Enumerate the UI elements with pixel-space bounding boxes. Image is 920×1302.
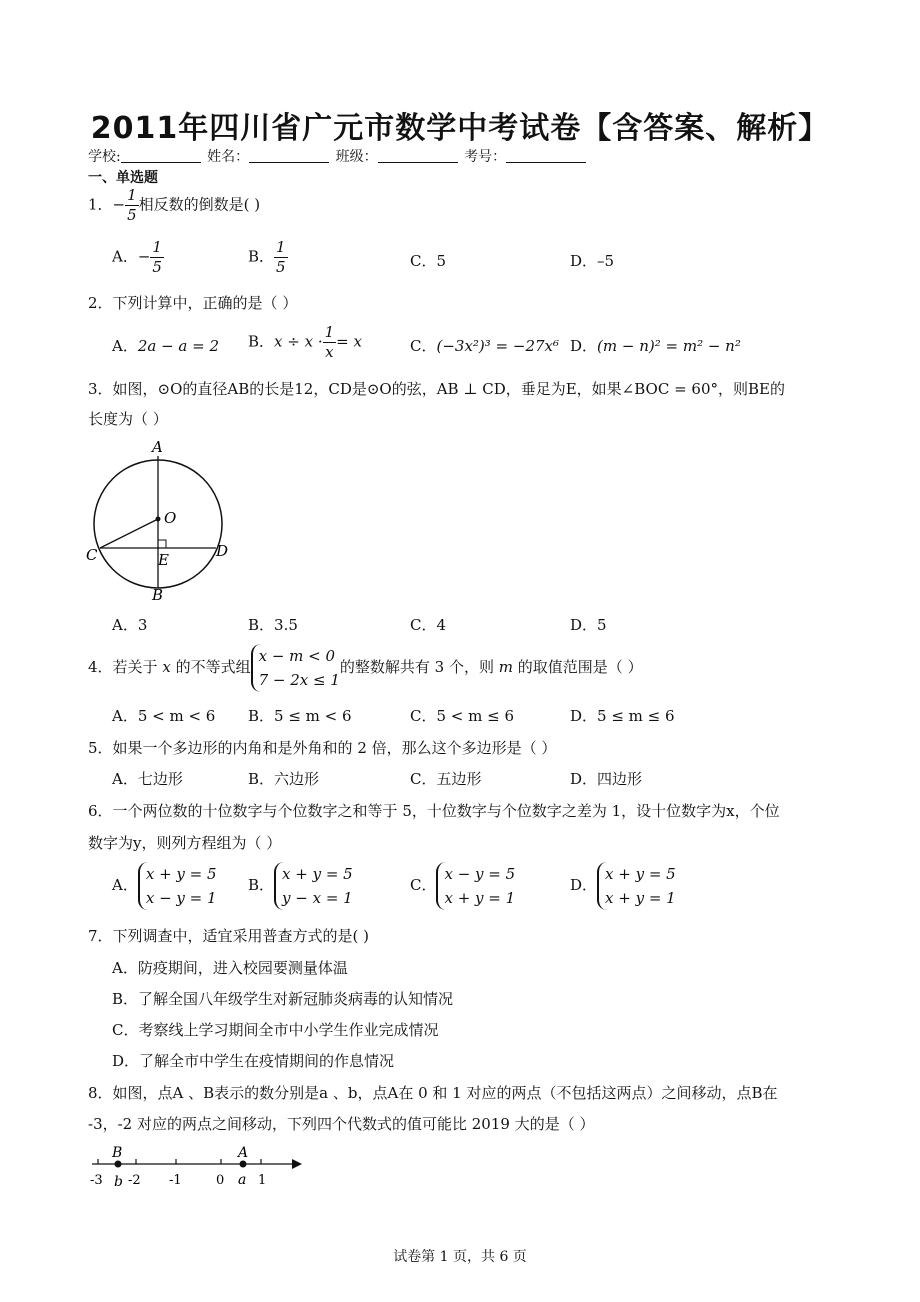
label-a-value: a: [238, 1172, 247, 1188]
q2-option-c[interactable]: C．(−3x²)³ = −27x⁶: [410, 337, 560, 355]
q6-option-d[interactable]: D． x + y = 5 x + y = 1: [570, 862, 676, 910]
center-point: [156, 517, 161, 522]
q4-option-c[interactable]: C．5 < m ≤ 6: [410, 707, 514, 725]
school-label: 学校:: [88, 149, 121, 165]
number-label: 考号：: [464, 149, 507, 165]
q5-option-d[interactable]: D．四边形: [570, 770, 643, 788]
q6-option-a[interactable]: A． x + y = 5 x − y = 1: [112, 862, 217, 910]
label-d: D: [216, 542, 229, 560]
label-b: B: [152, 586, 164, 604]
name-blank[interactable]: [249, 148, 329, 163]
q4-option-b[interactable]: B．5 ≤ m < 6: [248, 707, 352, 725]
q2-option-a[interactable]: A．2a − a = 2: [112, 337, 220, 355]
label-a: A: [152, 438, 163, 456]
q3-option-d[interactable]: D．5: [570, 616, 607, 634]
q2-option-b[interactable]: B．x ÷ x · $\frac{1}{x}$ = x: [248, 323, 362, 361]
question-8-line1: 8．如图，点A 、B表示的数分别是a 、b，点A在 0 和 1 对应的两点（不包括这两点）之间移动，点B在: [88, 1084, 778, 1102]
axis-arrow: [292, 1159, 302, 1169]
question-3-line1: 3．如图，⊙O的直径AB的长是12，CD是⊙O的弦，AB ⊥ CD，垂足为E，如果∠BOC = 60°，则BE的: [88, 380, 785, 398]
class-blank[interactable]: [378, 148, 458, 163]
point-a: [240, 1161, 247, 1168]
tick-label-neg3: -3: [90, 1173, 103, 1188]
question-1: 1．− $\frac{1}{5}$ 相反数的倒数是( ): [88, 186, 261, 224]
label-point-b: B: [112, 1145, 123, 1161]
question-3-line2: 长度为（ ）: [88, 410, 168, 428]
question-6-line2: 数字为y，则列方程组为（ ）: [88, 834, 282, 852]
label-e: E: [158, 551, 169, 569]
number-blank[interactable]: [506, 148, 586, 163]
label-point-a: A: [238, 1145, 249, 1161]
q7-option-c[interactable]: C．考察线上学习期间全市中小学生作业完成情况: [112, 1021, 439, 1039]
question-7: 7．下列调查中，适宜采用普查方式的是( ): [88, 927, 370, 945]
q5-option-b[interactable]: B．六边形: [248, 770, 320, 788]
q2-option-d[interactable]: D．(m − n)² = m² − n²: [570, 337, 741, 355]
school-blank[interactable]: [121, 148, 201, 163]
tick-label-1: 1: [258, 1173, 267, 1188]
q5-option-a[interactable]: A．七边形: [112, 770, 183, 788]
circle-diagram: [80, 436, 240, 606]
q1-option-c[interactable]: C．5: [410, 252, 447, 270]
q1-option-d[interactable]: D．–5: [570, 252, 615, 270]
q1-option-b[interactable]: B． $\frac{1}{5}$: [248, 238, 286, 276]
q7-option-d[interactable]: D．了解全市中学生在疫情期间的作息情况: [112, 1052, 395, 1070]
q3-option-b[interactable]: B．3.5: [248, 616, 298, 634]
class-label: 班级：: [335, 149, 378, 165]
tick-label-neg1: -1: [169, 1173, 182, 1188]
page-footer: 试卷第 1 页，共 6 页: [393, 1249, 527, 1265]
q6-option-c[interactable]: C． x − y = 5 x + y = 1: [410, 862, 515, 910]
question-5: 5．如果一个多边形的内角和是外角和的 2 倍，那么这个多边形是（ ）: [88, 739, 557, 757]
student-info-line: [88, 146, 588, 166]
label-c: C: [86, 546, 98, 564]
q7-option-a[interactable]: A．防疫期间，进入校园要测量体温: [112, 959, 348, 977]
q1-fraction: $\frac{1}{5}$: [127, 186, 137, 224]
point-b: [115, 1161, 122, 1168]
label-b-value: b: [114, 1174, 123, 1190]
q4-option-d[interactable]: D．5 ≤ m ≤ 6: [570, 707, 675, 725]
right-angle-mark: [158, 540, 166, 548]
number-line-diagram: [86, 1142, 316, 1192]
name-label: 姓名：: [207, 149, 250, 165]
question-2: 2．下列计算中，正确的是（ ）: [88, 294, 298, 312]
question-4: 4．若关于 x 的不等式组 x − m < 0 7 − 2x ≤ 1 的整数解共有 3 个，则 m 的取值范围是（ ）: [88, 644, 643, 692]
q3-option-a[interactable]: A．3: [112, 616, 148, 634]
q7-option-b[interactable]: B．了解全国八年级学生对新冠肺炎病毒的认知情况: [112, 990, 454, 1008]
q3-option-c[interactable]: C．4: [410, 616, 447, 634]
question-6-line1: 6．一个两位数的十位数字与个位数字之和等于 5，十位数字与个位数字之差为 1，设十位数字为x，个位: [88, 802, 780, 820]
section-heading: 一、单选题: [88, 170, 158, 186]
tick-label-neg2: -2: [128, 1173, 141, 1188]
page-title: 2011年四川省广元市数学中考试卷【含答案、解析】: [90, 111, 830, 146]
segment-oc: [100, 519, 158, 548]
q4-inequality-system: x − m < 0 7 − 2x ≤ 1: [251, 644, 340, 692]
q5-option-c[interactable]: C．五边形: [410, 770, 482, 788]
q1-option-a[interactable]: A．− $\frac{1}{5}$: [112, 238, 162, 276]
q6-option-b[interactable]: B． x + y = 5 y − x = 1: [248, 862, 353, 910]
q4-option-a[interactable]: A．5 < m < 6: [112, 707, 216, 725]
axis-ticks: [98, 1159, 261, 1164]
tick-label-0: 0: [216, 1173, 225, 1188]
question-8-line2: -3，-2 对应的两点之间移动，下列四个代数式的值可能比 2019 大的是（ ）: [88, 1115, 595, 1133]
label-o: O: [164, 509, 177, 527]
